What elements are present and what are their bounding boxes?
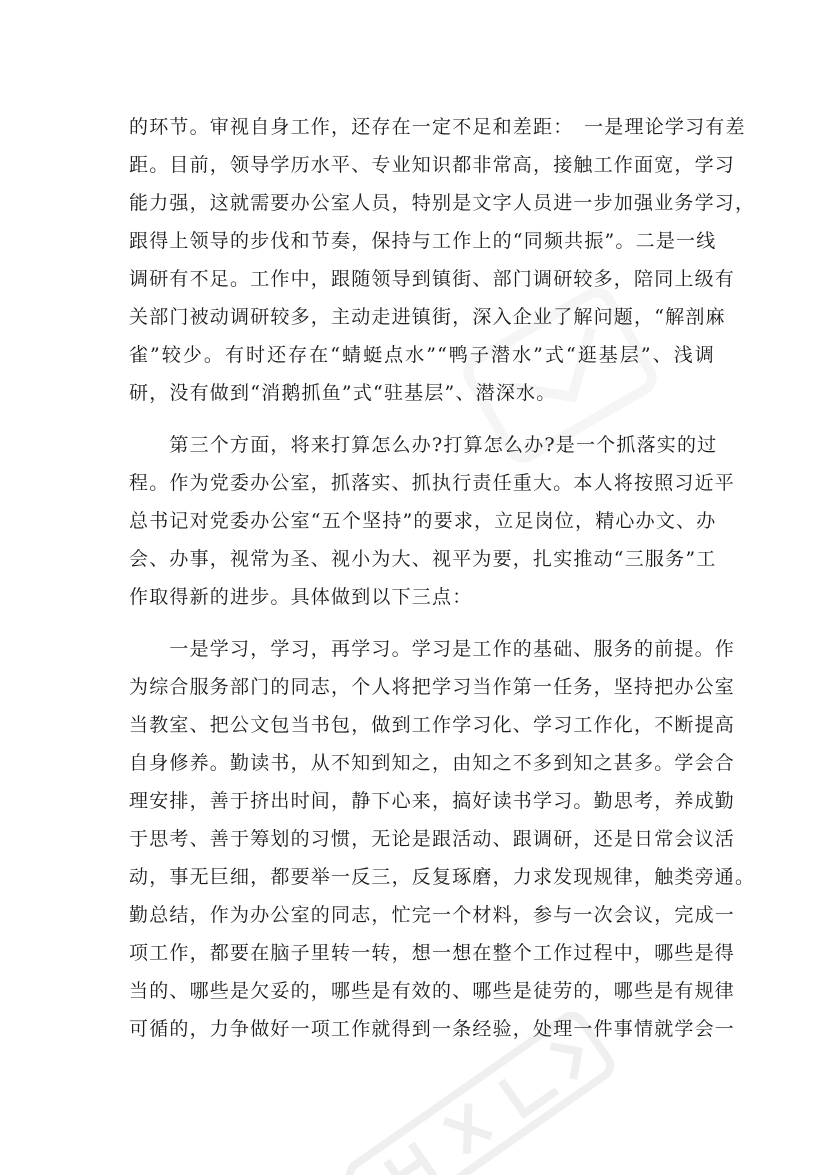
paragraph-spacer <box>129 412 715 426</box>
text-line: 为综合服务部门的同志，个人将把学习当作第一任务，坚持把办公室 <box>129 676 736 698</box>
text-line: 自身修养。勤读书，从不知到知之，由知之不多到知之甚多。学会合 <box>129 752 736 774</box>
paragraph-shortcomings <box>129 108 756 412</box>
text-line: 当教室、把公文包当书包，做到工作学习化、学习工作化，不断提高 <box>129 714 736 736</box>
text-line: 作取得新的进步。具体做到以下三点： <box>129 586 473 608</box>
document-body <box>129 108 756 1048</box>
text-line: 程。作为党委办公室，抓落实、抓执行责任重大。本人将按照习近平 <box>129 472 736 494</box>
text-line: 研，没有做到“消鹅抓鱼”式“驻基层”、潜深水。 <box>129 382 557 404</box>
text-line: 会、办事，视常为圣、视小为大、视平为要，扎实推动“三服务”工 <box>129 548 717 570</box>
text-line: 于思考、善于筹划的习惯，无论是跟活动、跟调研，还是日常会议活 <box>129 828 736 850</box>
text-line: 当的、哪些是欠妥的，哪些是有效的、哪些是徒劳的，哪些是有规律 <box>129 980 736 1002</box>
paragraph-future-plans <box>129 426 736 616</box>
text-line: 距。目前，领导学历水平、专业知识都非常高，接触工作面宽，学习 <box>129 154 736 176</box>
text-line: 总书记对党委办公室“五个坚持”的要求，立足岗位，精心办文、办 <box>129 510 717 532</box>
text-line: 可循的，力争做好一项工作就得到一条经验，处理一件事情就学会一 <box>129 1018 736 1040</box>
text-line: 的环节。审视自身工作，还存在一定不足和差距： 一是理论学习有差 <box>129 116 746 138</box>
text-line: 一是学习，学习，再学习。学习是工作的基础、服务的前提。作 <box>129 638 736 660</box>
text-line: 勤总结，作为办公室的同志，忙完一个材料，参与一次会议，完成一 <box>129 904 736 926</box>
text-line: 关部门被动调研较多，主动走进镇街，深入企业了解问题，“解剖麻 <box>129 306 726 328</box>
text-line: 第三个方面，将来打算怎么办?打算怎么办?是一个抓落实的过 <box>129 434 718 456</box>
text-line: 动，事无巨细，都要举一反三，反复琢磨，力求发现规律，触类旁通。 <box>129 866 756 888</box>
paragraph-study <box>129 630 756 1048</box>
text-line: 能力强，这就需要办公室人员，特别是文字人员进一步加强业务学习， <box>129 192 756 214</box>
paragraph-spacer <box>129 616 715 630</box>
text-line: 理安排，善于挤出时间，静下心来，搞好读书学习。勤思考，养成勤 <box>129 790 736 812</box>
text-line: 项工作，都要在脑子里转一转，想一想在整个工作过程中，哪些是得 <box>129 942 736 964</box>
text-line: 跟得上领导的步伐和节奏，保持与工作上的“同频共振”。二是一线 <box>129 230 717 252</box>
text-line: 雀”较少。有时还存在“蜻蜓点水”“鸭子潜水”式“逛基层”、浅调 <box>129 344 715 366</box>
text-line: 调研有不足。工作中，跟随领导到镇街、部门调研较多，陪同上级有 <box>129 268 736 290</box>
